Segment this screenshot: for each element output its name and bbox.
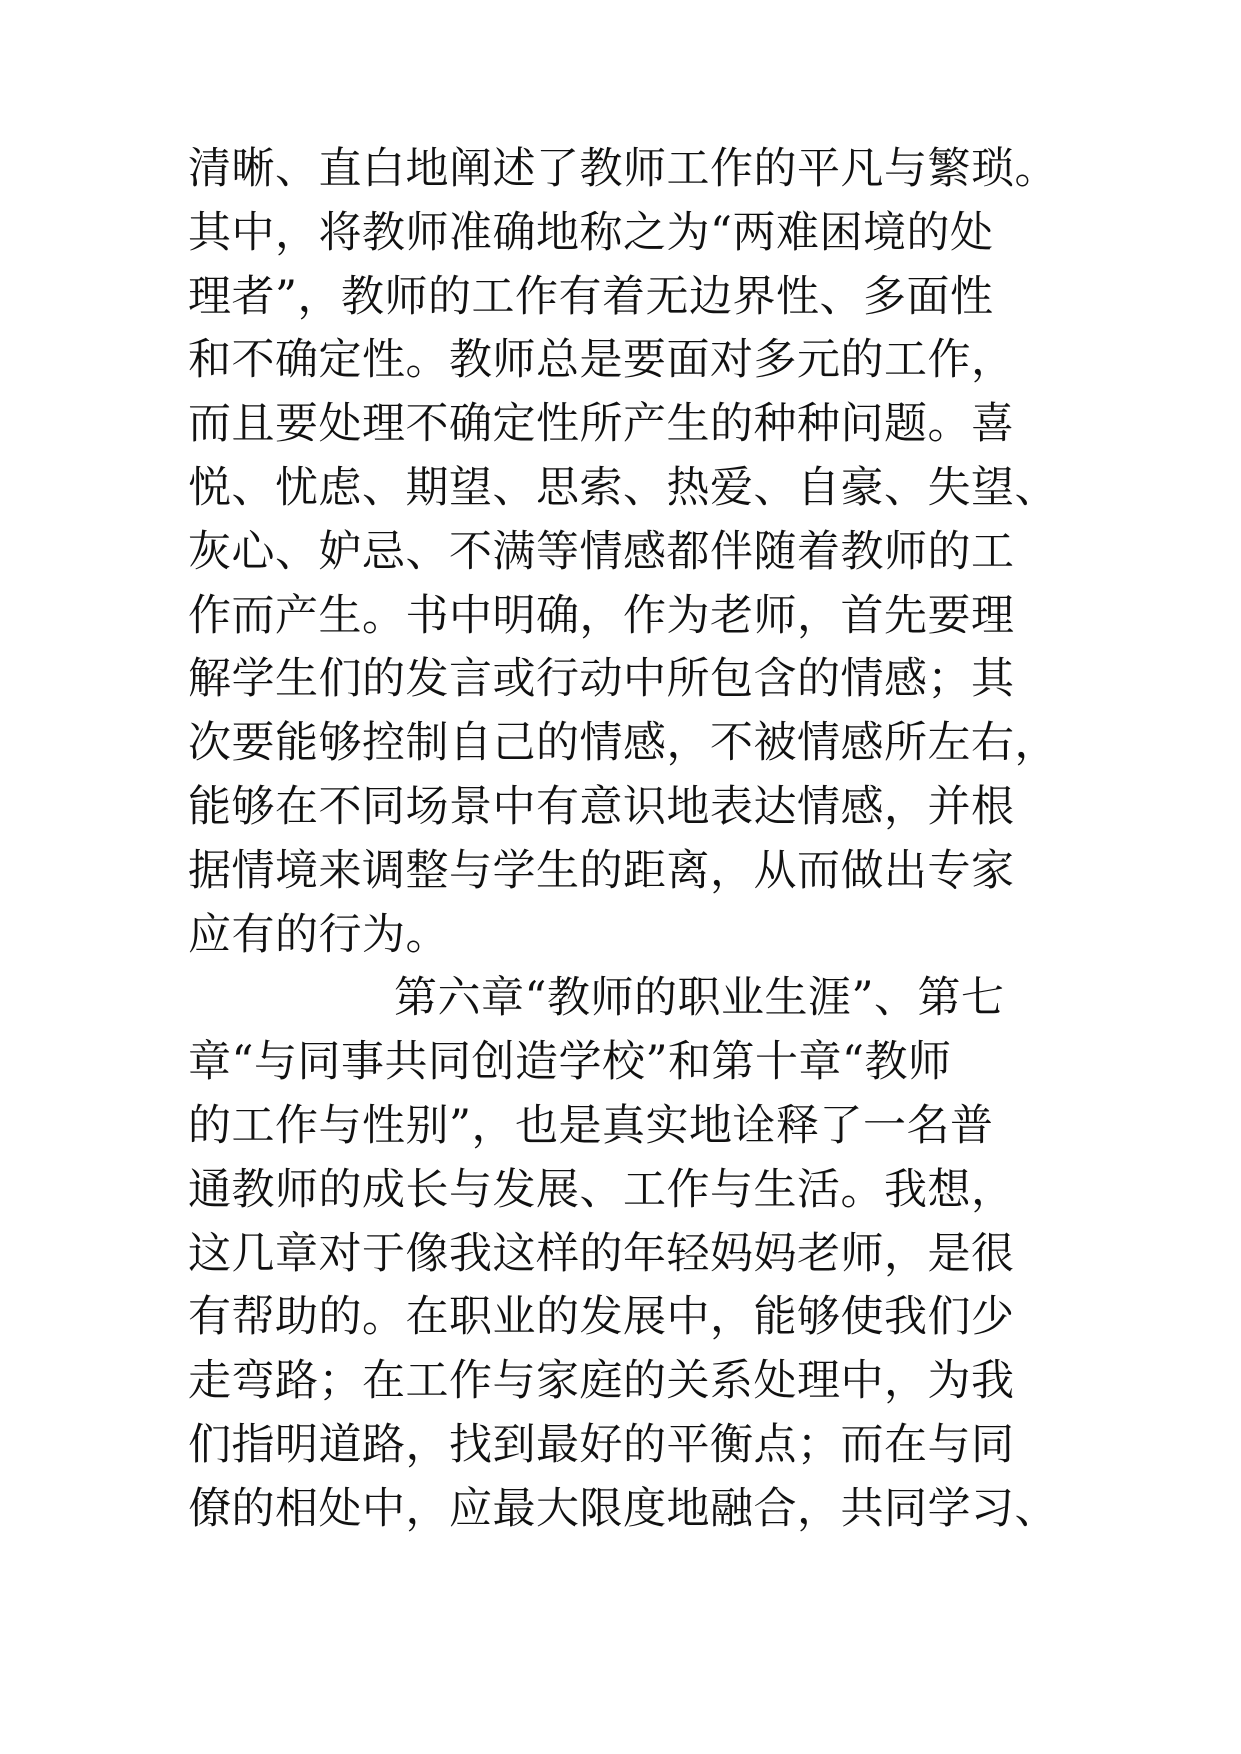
text-line: 应有的行为。 [188, 909, 449, 960]
text-line: 的工作与性别”，也是真实地诠释了一名普 [188, 1100, 994, 1151]
text-line: 清晰、直白地阐述了教师工作的平凡与繁琐。 [188, 144, 1058, 194]
text-line: 和不确定性。教师总是要面对多元的工作， [188, 335, 1015, 386]
text-line: 据情境来调整与学生的距离，从而做出专家 [188, 845, 1015, 896]
text-line: 走弯路；在工作与家庭的关系处理中，为我 [188, 1356, 1015, 1407]
text-line: 解学生们的发言或行动中所包含的情感；其 [188, 654, 1015, 705]
text-line: 悦、忧虑、期望、思索、热爱、自豪、失望、 [188, 462, 1058, 513]
body-text [188, 138, 1088, 1542]
text-line: 理者”，教师的工作有着无边界性、多面性 [188, 271, 994, 322]
text-line: 僚的相处中，应最大限度地融合，共同学习、 [188, 1483, 1058, 1534]
text-line: 通教师的成长与发展、工作与生活。我想， [188, 1164, 1015, 1215]
text-line: 而且要处理不确定性所产生的种种问题。喜 [188, 399, 1015, 450]
text-line: 能够在不同场景中有意识地表达情感，并根 [188, 781, 1015, 832]
text-line: 章“与同事共同创造学校”和第十章“教师 [188, 1037, 952, 1088]
text-line: 作而产生。书中明确，作为老师，首先要理 [188, 590, 1015, 641]
text-line: 其中，将教师准确地称之为“两难困境的处 [188, 207, 994, 258]
text-line: 有帮助的。在职业的发展中，能够使我们少 [188, 1292, 1015, 1343]
text-line: 这几章对于像我这样的年轻妈妈老师，是很 [188, 1228, 1015, 1279]
text-line: 灰心、妒忌、不满等情感都伴随着教师的工 [188, 526, 1015, 577]
text-line: 们指明道路，找到最好的平衡点；而在与同 [188, 1419, 1015, 1470]
text-line: 次要能够控制自己的情感，不被情感所左右， [188, 718, 1058, 769]
paragraph-start-line: 第六章“教师的职业生涯”、第七 [394, 973, 1005, 1024]
